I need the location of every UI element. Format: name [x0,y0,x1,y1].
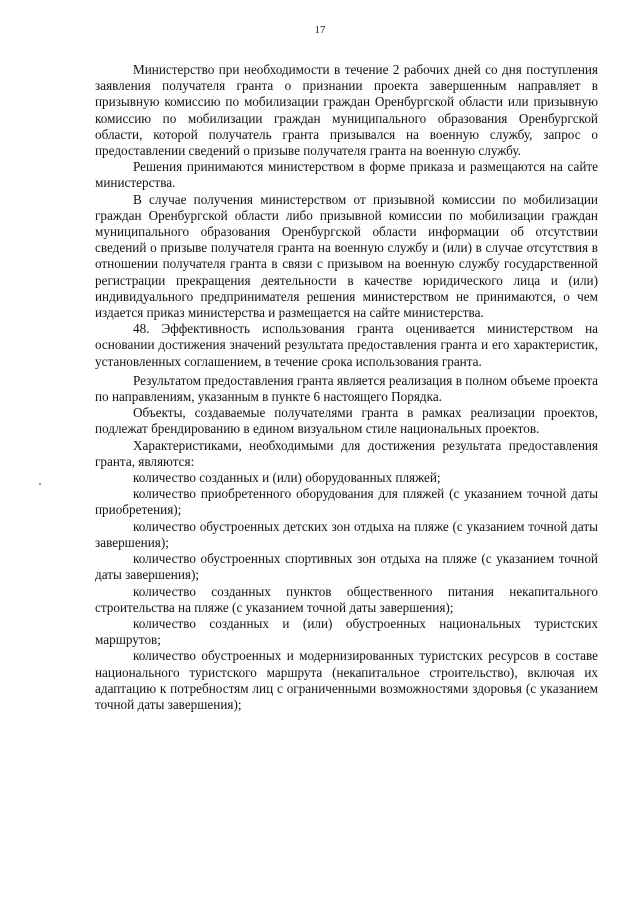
list-item-catering-points: количество созданных пунктов общественного питания некапитального строительства на пляже (с указанием точной даты завершения); [95,583,598,615]
paragraph-no-draft-info: В случае получения министерством от призывной комиссии по мобилизации граждан Оренбургской области либо призывной комиссии по мобилизации граждан муниципального образования Оренбургской области информации об отсутствии сведений о призыве получателя гранта на военную службу и (или) в случае отсутствия в отношении получателя гранта в связи с призывом на военную службу государственной регистрации прекращения деятельности в качестве юридического лица и (или) индивидуального предпринимателя решения министерством не принимаются, о чем издается приказ министерства и размещается на сайте министерства. [95,191,598,321]
paragraph-decisions: Решения принимаются министерством в форме приказа и размещаются на сайте министерства. [95,159,598,191]
paragraph-ministry-request: Министерство при необходимости в течение 2 рабочих дней со дня поступления заявления получателя гранта о признании проекта завершенным направляет в призывную комиссию по мобилизации граждан Оренбургской области или призывную комиссию по мобилизации граждан муниципального образования Оренбургской области, которой получатель гранта призывался на военную службу, запрос о предоставлении сведений о призыве получателя гранта на военную службу. [95,62,598,159]
list-item-children-zones: количество обустроенных детских зон отдыха на пляже (с указанием точной даты завершения); [95,518,598,550]
paragraph-result: Результатом предоставления гранта является реализация в полном объеме проекта по направлениям, указанным в пункте 6 настоящего Порядка. [95,372,598,405]
document-body [95,62,598,713]
list-item-tourist-resources: количество обустроенных и модернизированных туристских ресурсов в составе национального туристского маршрута (некапитальное строительство), включая их адаптацию к потребностям лиц с ограниченными возможностями здоровья (с указанием точной даты завершения); [95,648,598,712]
list-item-tourist-routes: количество созданных и (или) обустроенных национальных туристских маршрутов; [95,615,598,648]
paragraph-characteristics-intro: Характеристиками, необходимыми для достижения результата предоставления гранта, являются: [95,437,598,469]
page-number: 17 [314,24,326,36]
list-item-beach-equipment: количество приобретенного оборудования для пляжей (с указанием точной даты приобретения); [95,486,598,518]
stray-mark [39,483,41,485]
list-item-sport-zones: количество обустроенных спортивных зон отдыха на пляже (с указанием точной даты завершения); [95,551,598,583]
list-item-beaches: количество созданных и (или) оборудованных пляжей; [133,470,441,486]
paragraph-48-effectiveness: 48. Эффективность использования гранта оценивается министерством на основании достижения значений результата предоставления гранта и его характеристик, установленных соглашением, в течение срока использования гранта. [95,321,598,369]
paragraph-branding: Объекты, создаваемые получателями гранта в рамках реализации проектов, подлежат брендированию в едином визуальном стиле национальных проектов. [95,405,598,437]
